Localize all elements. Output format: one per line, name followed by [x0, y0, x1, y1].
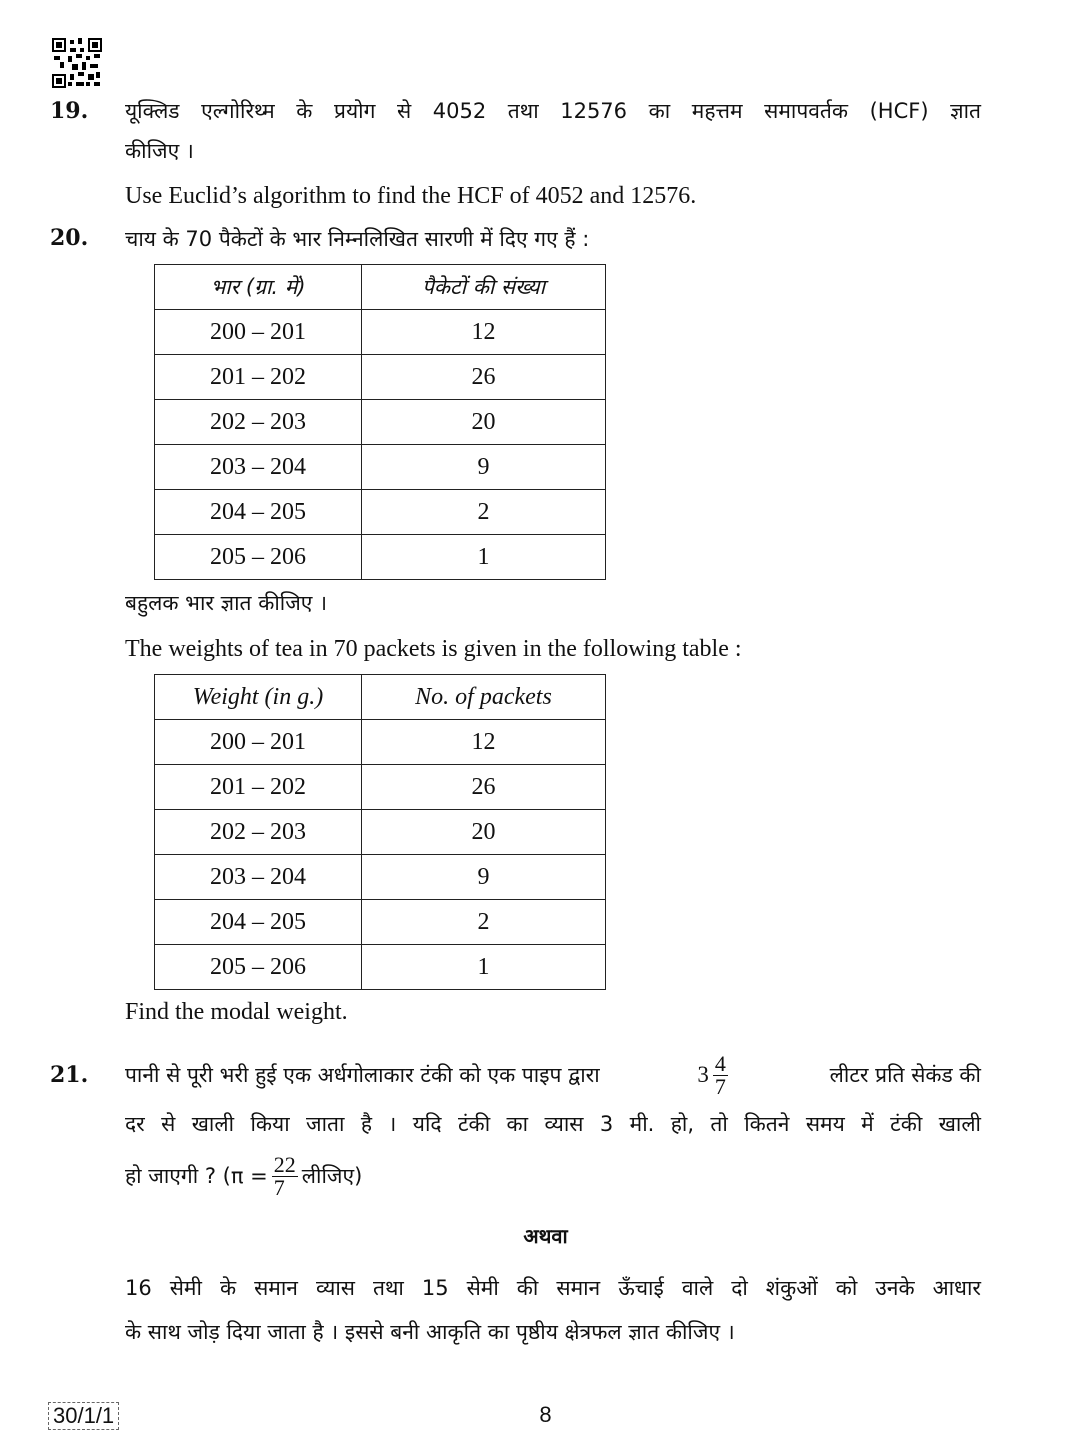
table-header-cell: पैकेटों की संख्या [362, 265, 606, 310]
question-19-hindi-line1: यूक्लिड एल्गोरिथ्म के प्रयोग से 4052 तथा 12576 का महत्तम समापवर्तक (HCF) ज्ञात [125, 99, 981, 123]
table-cell: 1 [362, 535, 606, 580]
table-cell: 26 [362, 765, 606, 810]
table-cell: 202 – 203 [155, 810, 362, 855]
table-cell: 204 – 205 [155, 490, 362, 535]
table-row [155, 720, 606, 765]
question-19-number: 19. [50, 98, 89, 124]
paper-code: 30/1/1 [48, 1402, 119, 1430]
table-cell: 9 [362, 855, 606, 900]
table-cell: 204 – 205 [155, 900, 362, 945]
hindi-weights-table [154, 264, 606, 580]
table-cell: 203 – 204 [155, 445, 362, 490]
table-cell: 20 [362, 400, 606, 445]
flow-rate-whole: 3 [697, 1061, 709, 1087]
table-row [155, 855, 606, 900]
table-cell: 12 [362, 310, 606, 355]
fraction-numerator: 4 [714, 1051, 726, 1077]
table-row [155, 535, 606, 580]
table-cell: 200 – 201 [155, 720, 362, 765]
question-20-english-intro: The weights of tea in 70 packets is given in the following table : [125, 636, 742, 662]
or-label: अथवा [523, 1224, 568, 1248]
question-21-line3 [125, 1146, 981, 1206]
table-cell: 205 – 206 [155, 945, 362, 990]
question-21-line3-tail: लीजिए) [301, 1164, 363, 1188]
table-header-cell: भार (ग्रा. में) [155, 265, 362, 310]
table-cell: 12 [362, 720, 606, 765]
english-weights-table [154, 674, 606, 990]
question-20-english-question: Find the modal weight. [125, 999, 348, 1025]
table-cell: 1 [362, 945, 606, 990]
table-cell: 201 – 202 [155, 355, 362, 400]
qr-code-icon [52, 38, 102, 88]
table-row [155, 765, 606, 810]
table-cell: 20 [362, 810, 606, 855]
table-cell: 202 – 203 [155, 400, 362, 445]
table-row [155, 355, 606, 400]
table-cell: 26 [362, 355, 606, 400]
table-cell: 201 – 202 [155, 765, 362, 810]
question-21-line3-text: हो जाएगी ? (π = [125, 1164, 268, 1188]
flow-rate [697, 1052, 732, 1099]
table-row [155, 810, 606, 855]
fraction-numerator: 22 [273, 1151, 296, 1177]
question-21-line2: दर से खाली किया जाता है । यदि टंकी का व्यास 3 मी. हो, तो कितने समय में टंकी खाली [125, 1112, 981, 1136]
question-21-line1 [125, 1050, 981, 1100]
page-number: 8 [539, 1402, 552, 1427]
question-21-or-line2: के साथ जोड़ दिया जाता है । इससे बनी आकृति का पृष्ठीय क्षेत्रफल ज्ञात कीजिए । [125, 1320, 735, 1344]
table-row [155, 445, 606, 490]
table-row [155, 945, 606, 990]
question-21-or-line1: 16 सेमी के समान व्यास तथा 15 सेमी की समान ऊँचाई वाले दो शंकुओं को उनके आधार [125, 1276, 981, 1300]
question-20-hindi-intro: चाय के 70 पैकेटों के भार निम्नलिखित सारणी में दिए गए हैं : [125, 227, 590, 251]
table-cell: 200 – 201 [155, 310, 362, 355]
question-21-line1-text: पानी से पूरी भरी हुई एक अर्धगोलाकार टंकी को एक पाइप द्वारा [125, 1063, 600, 1087]
question-19-hindi-line2: कीजिए । [125, 139, 194, 163]
table-header-cell: No. of packets [362, 675, 606, 720]
fraction-denominator: 7 [273, 1174, 285, 1200]
question-20-hindi-question: बहुलक भार ज्ञात कीजिए । [125, 591, 328, 615]
pi-fraction [272, 1151, 298, 1200]
table-cell: 2 [362, 900, 606, 945]
table-row [155, 400, 606, 445]
table-header-cell: Weight (in g.) [155, 675, 362, 720]
fraction-denominator: 7 [714, 1074, 726, 1100]
question-21-number: 21. [50, 1062, 89, 1088]
question-19-english: Use Euclid’s algorithm to find the HCF of 4052 and 12576. [125, 183, 697, 209]
question-21-line1-tail: लीटर प्रति सेकंड की [829, 1063, 981, 1087]
flow-rate-fraction [713, 1053, 728, 1098]
table-row [155, 900, 606, 945]
question-20-number: 20. [50, 225, 89, 251]
table-header-row [155, 675, 606, 720]
table-cell: 9 [362, 445, 606, 490]
table-cell: 205 – 206 [155, 535, 362, 580]
table-header-row [155, 265, 606, 310]
table-cell: 2 [362, 490, 606, 535]
table-row [155, 490, 606, 535]
table-row [155, 310, 606, 355]
table-cell: 203 – 204 [155, 855, 362, 900]
